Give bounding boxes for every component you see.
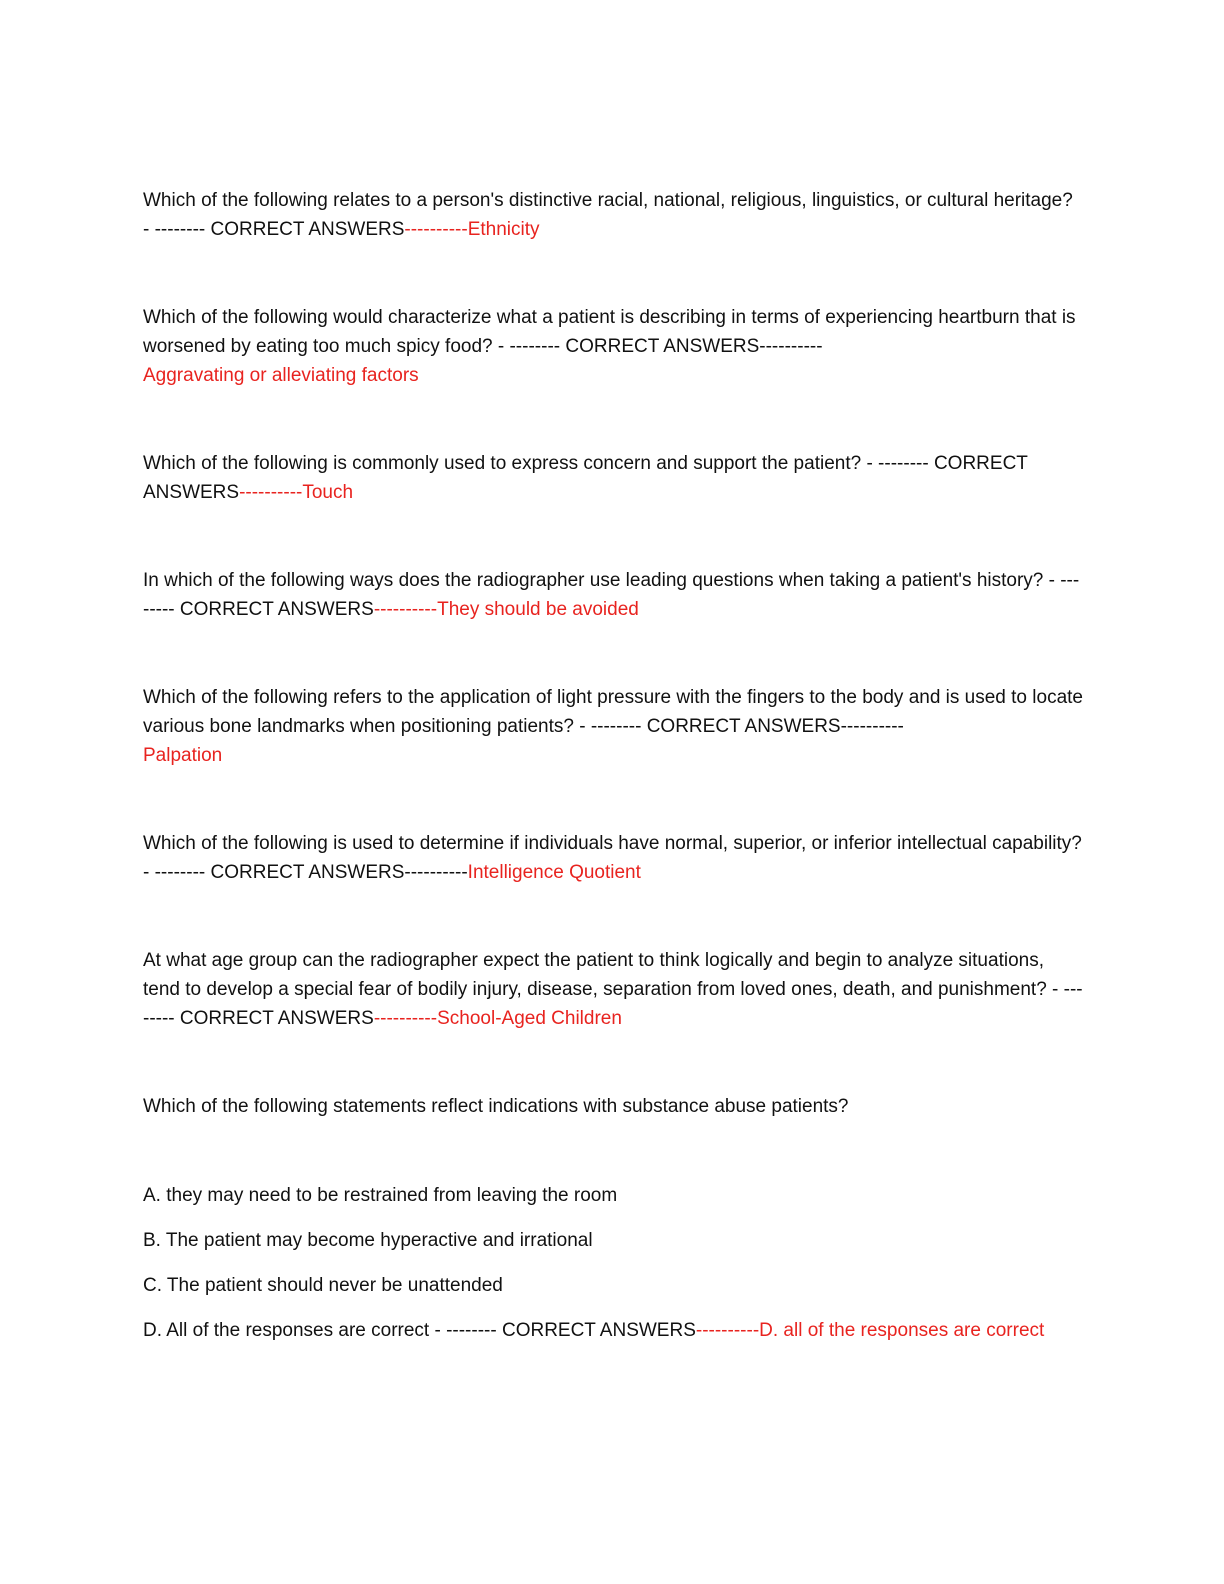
choice-a: A. they may need to be restrained from leaving the room [143,1185,618,1206]
question-text: In which of the following ways does the radiographer use leading questions when taking a patient's history? - -------- CORRECT ANSWERS [143,570,1080,620]
qa-item-5 [143,683,1083,770]
qa-item-6 [143,829,1083,887]
question-text: At what age group can the radiographer expect the patient to think logically and begin to analyze situations, tend to develop a special fear of bodily injury, disease, separation from loved ones, death, and punishment? - -------- CORRECT ANSWERS [143,950,1083,1029]
answer-separator: ---------- [373,1008,438,1029]
answer-separator: ---------- [695,1320,760,1341]
answer-text: D. all of the responses are correct [759,1320,1045,1341]
answer-text: Intelligence Quotient [467,862,641,883]
choice-d [143,1316,1083,1345]
answer-separator: ---------- [239,482,303,503]
answer-text: They should be avoided [437,599,639,620]
choice-d-text: D. All of the responses are correct - -------- CORRECT ANSWERS [143,1320,696,1341]
qa-item-4 [143,566,1083,624]
answer-separator: ---------- [404,219,468,240]
answer-text: Aggravating or alleviating factors [143,365,419,386]
choice-list [143,1181,1083,1345]
answer-separator: ---------- [373,599,438,620]
answer-text: Touch [302,482,354,503]
choice-c: C. The patient should never be unattended [143,1275,503,1296]
document-page [143,186,1083,1361]
choice-b: B. The patient may become hyperactive and irrational [143,1230,593,1251]
question-text: Which of the following refers to the application of light pressure with the fingers to the body and is used to locate various bone landmarks when positioning patients? - -------- CORRECT ANSWERS---------- [143,687,1083,737]
question-text: Which of the following relates to a person's distinctive racial, national, religious, linguistics, or cultural heritage? - -------- CORRECT ANSWERS [143,190,1073,240]
qa-item-3 [143,449,1083,507]
qa-item-7 [143,946,1083,1033]
answer-text: Palpation [143,745,223,766]
qa-item-1 [143,186,1083,244]
question-text: Which of the following is used to determine if individuals have normal, superior, or inferior intellectual capability? - -------- CORRECT ANSWERS---------- [143,833,1082,883]
answer-text: School-Aged Children [437,1008,622,1029]
question-text: Which of the following is commonly used to express concern and support the patient? - -------- CORRECT ANSWERS [143,453,1028,503]
qa-item-8-question: Which of the following statements reflect indications with substance abuse patients? [143,1096,849,1117]
qa-item-2 [143,303,1083,390]
question-text: Which of the following would characterize what a patient is describing in terms of experiencing heartburn that is worsened by eating too much spicy food? - -------- CORRECT ANSWERS---------- [143,307,1076,357]
answer-text: Ethnicity [467,219,540,240]
